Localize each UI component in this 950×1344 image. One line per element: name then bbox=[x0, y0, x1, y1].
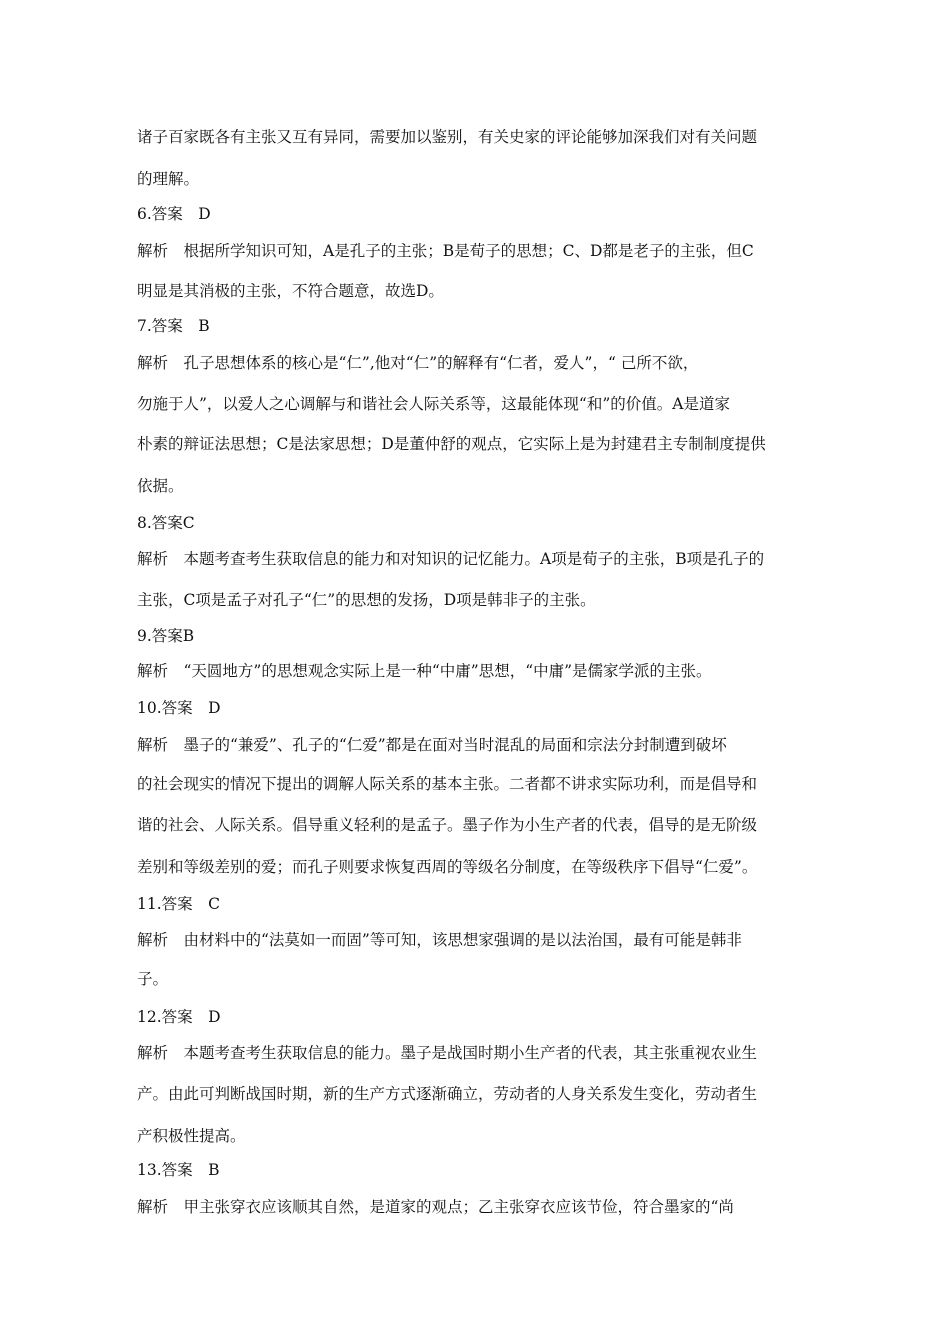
explanation-line: 解析 孔子思想体系的核心是“仁”,他对“仁”的解释有“仁者，爱人”，“ 己所不欲， bbox=[137, 354, 699, 372]
answer-heading-8: 8.答案C bbox=[137, 514, 195, 532]
answer-heading-6: 6.答案 D bbox=[137, 205, 211, 223]
explanation-line: 主张，C项是孟子对孔子“仁”的思想的发扬，D项是韩非子的主张。 bbox=[137, 591, 596, 609]
explanation-line: 产。由此可判断战国时期，新的生产方式逐渐确立，劳动者的人身关系发生变化，劳动者生 bbox=[137, 1085, 758, 1103]
explanation-line: 解析 本题考查考生获取信息的能力和对知识的记忆能力。A项是荀子的主张，B项是孔子的 bbox=[137, 550, 765, 568]
explanation-line: 产积极性提高。 bbox=[137, 1127, 246, 1145]
explanation-line: 解析 “天圆地方”的思想观念实际上是一种“中庸”思想，“中庸”是儒家学派的主张。 bbox=[137, 662, 712, 680]
intro-line: 诸子百家既各有主张又互有异同，需要加以鉴别，有关史家的评论能够加深我们对有关问题 bbox=[137, 128, 758, 146]
answer-heading-13: 13.答案 B bbox=[137, 1161, 220, 1179]
explanation-line: 明显是其消极的主张，不符合题意，故选D。 bbox=[137, 282, 444, 300]
explanation-line: 解析 由材料中的“法莫如一而固”等可知，该思想家强调的是以法治国，最有可能是韩非 bbox=[137, 931, 742, 949]
explanation-line: 勿施于人”，以爱人之心调解与和谐社会人际关系等，这最能体现“和”的价值。A是道家 bbox=[137, 395, 730, 413]
explanation-line: 解析 根据所学知识可知，A是孔子的主张；B是荀子的思想；C、D都是老子的主张，但C bbox=[137, 242, 754, 260]
explanation-line: 差别和等级差别的爱；而孔子则要求恢复西周的等级名分制度，在等级秩序下倡导“仁爱”。 bbox=[137, 858, 758, 876]
explanation-line: 解析 墨子的“兼爱”、孔子的“仁爱”都是在面对当时混乱的局面和宗法分封制遭到破坏 bbox=[137, 736, 727, 754]
explanation-line: 子。 bbox=[137, 970, 169, 988]
answer-heading-9: 9.答案B bbox=[137, 627, 195, 645]
explanation-line: 朴素的辩证法思想；C是法家思想；D是董仲舒的观点，它实际上是为封建君主专制制度提供 bbox=[137, 435, 766, 453]
explanation-line: 解析 本题考查考生获取信息的能力。墨子是战国时期小生产者的代表，其主张重视农业生 bbox=[137, 1044, 758, 1062]
answer-heading-10: 10.答案 D bbox=[137, 699, 221, 717]
answer-heading-11: 11.答案 C bbox=[137, 895, 221, 913]
answer-heading-12: 12.答案 D bbox=[137, 1008, 221, 1026]
intro-line: 的理解。 bbox=[137, 170, 200, 188]
explanation-line: 谐的社会、人际关系。倡导重义轻利的是孟子。墨子作为小生产者的代表，倡导的是无阶级 bbox=[137, 816, 758, 834]
explanation-line: 解析 甲主张穿衣应该顺其自然，是道家的观点；乙主张穿衣应该节俭，符合墨家的“尚 bbox=[137, 1198, 734, 1216]
explanation-line: 的社会现实的情况下提出的调解人际关系的基本主张。二者都不讲求实际功利，而是倡导和 bbox=[137, 775, 758, 793]
answer-heading-7: 7.答案 B bbox=[137, 317, 210, 335]
explanation-line: 依据。 bbox=[137, 477, 184, 495]
